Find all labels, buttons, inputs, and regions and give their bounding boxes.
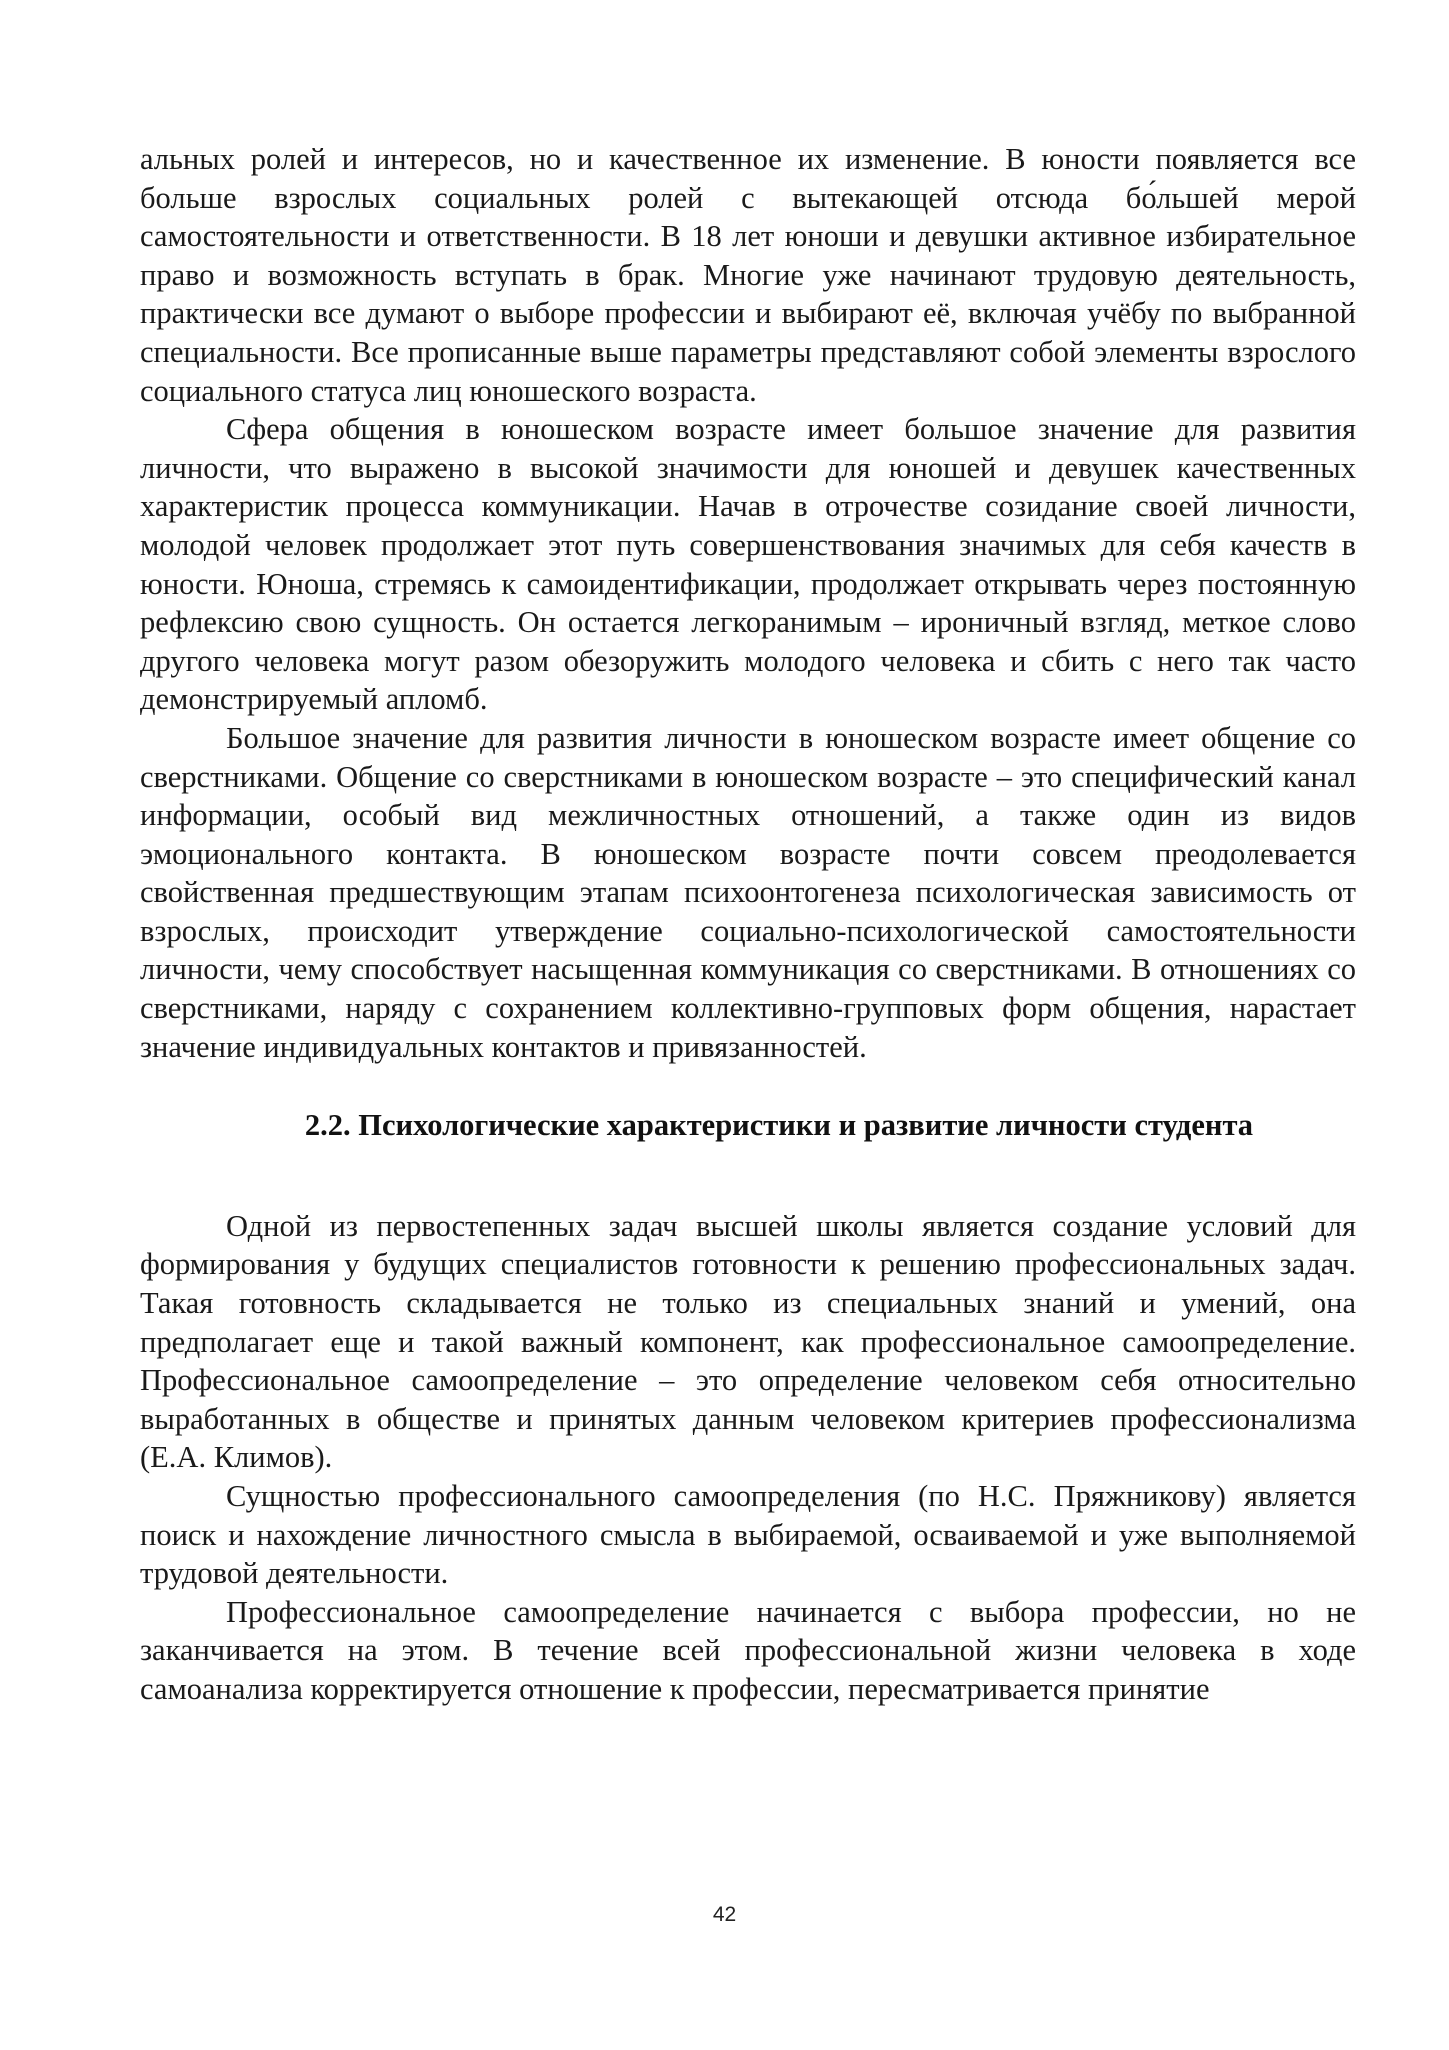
paragraph-self-determination-start: Профессиональное самоопределение начинается с выбора профессии, но не заканчивается на этом. В течение всей профессиональной жизни человека в ходе самоанализа корректируется отношение к профессии, пересматривается принятие — [140, 1594, 1356, 1706]
paragraph-continued: альных ролей и интересов, но и качественное их изменение. В юности появляется все больше взрослых социальных ролей с вытекающей отсюда бо́льшей мерой самостоятельности и ответственности. В 18 лет юноши и девушки активное избирательное право и возможность вступать в брак. Многие уже начинают трудовую деятельность, практически все думают о выборе профессии и выбирают её, включая учёбу по выбранной специальности. Все прописанные выше параметры представляют собой элементы взрослого социального статуса лиц юношеского возраста. — [140, 142, 1356, 408]
paragraph-communication-sphere: Сфера общения в юношеском возрасте имеет большое значение для развития личности, что выражено в высокой значимости для юношей и девушек качественных характеристик процесса коммуникации. Начав в отрочестве созидание своей личности, молодой человек продолжает этот путь совершенствования значимых для себя качеств в юности. Юноша, стремясь к самоидентификации, продолжает открывать через постоянную рефлексию свою сущность. Он остается легкоранимым – ироничный взгляд, меткое слово другого человека могут разом обезоружить молодого человека и сбить с него так часто демонстрируемый апломб. — [140, 412, 1356, 717]
section-heading: 2.2. Психологические характеристики и развитие личности студента — [304, 1108, 1254, 1143]
paragraph-higher-school-tasks: Одной из первостепенных задач высшей школы является создание условий для формирования у будущих специалистов готовности к решению профессиональных задач. Такая готовность складывается не только из специальных знаний и умений, она предполагает еще и такой важный компонент, как профессиональное самоопределение. Профессиональное самоопределение – это определение человеком себя относительно выработанных в обществе и принятых данным человеком критериев профессионализма (Е.А. Климов). — [140, 1208, 1356, 1475]
page-number: 42 — [712, 1903, 737, 1926]
page-body — [140, 140, 1356, 1709]
paragraph-self-determination-essence: Сущностью профессионального самоопределения (по Н.С. Пряжникову) является поиск и нахождение личностного смысла в выбираемой, осваиваемой и уже выполняемой трудовой деятельности. — [140, 1479, 1356, 1591]
paragraph-peer-communication: Большое значение для развития личности в юношеском возрасте имеет общение со сверстниками. Общение со сверстниками в юношеском возрасте – это специфический канал информации, особый вид межличностных отношений, а также один из видов эмоционального контакта. В юношеском возрасте почти совсем преодолевается свойственная предшествующим этапам психоонтогенеза психологическая зависимость от взрослых, происходит утверждение социально-психологической самостоятельности личности, чему способствует насыщенная коммуникация со сверстниками. В отношениях со сверстниками, наряду с сохранением коллективно-групповых форм общения, нарастает значение индивидуальных контактов и привязанностей. — [140, 720, 1356, 1064]
